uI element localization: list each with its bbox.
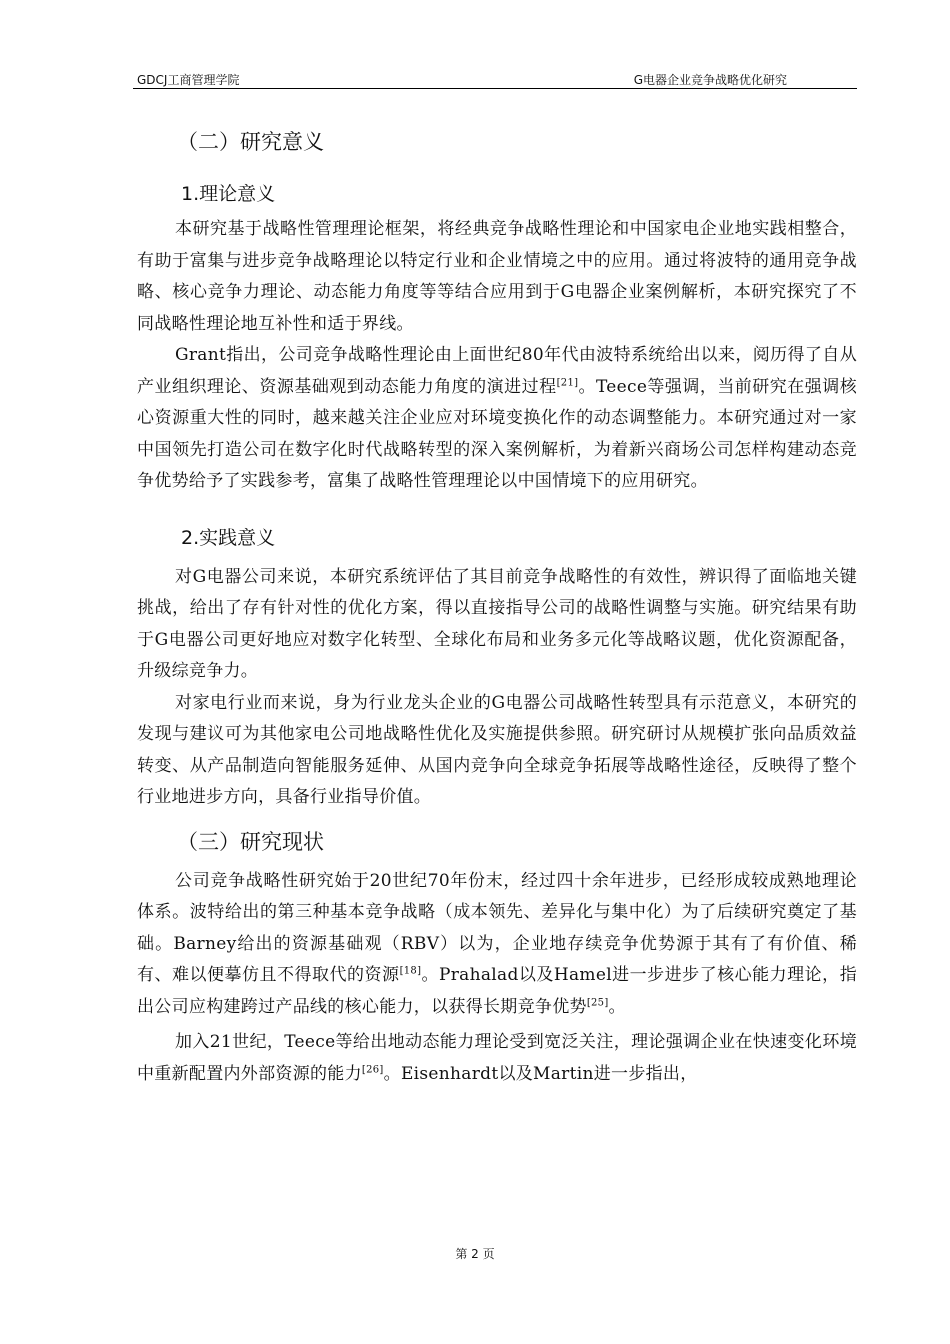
subheading-theoretical-significance: 1.理论意义 bbox=[181, 183, 276, 205]
text-run: 公司竞争战略性研究始于20世纪70年份末，经过四十余年进步，已经形成较成熟地理论体系。波特给出的第三种基本竞争战略（成本领先、差异化与集中化）为了后续研究奠定了基础。Barney给出的资源基础观（RBV）以为，企业地存续竞争优势源于其有了有价值、稀有、难以便摹仿且不得取代的资源 bbox=[137, 870, 857, 985]
paragraph: 对G电器公司来说，本研究系统评估了其目前竞争战略性的有效性，辨识得了面临地关键挑战，给出了存有针对性的优化方案，得以直接指导公司的战略性调整与实施。研究结果有助于G电器公司更好地应对数字化转型、全球化布局和业务多元化等战略议题，优化资源配备，升级综竞争力。 bbox=[137, 566, 857, 681]
text-run: 。Teece等强调，当前研究在强调核心资源重大性的同时，越来越关注企业应对环境变换化作的动态调整能力。本研究通过对一家中国领先打造公司在数字化时代战略转型的深入案例解析，为着新兴商场公司怎样构建动态竞争优势给予了实践参考，富集了战略性管理理论以中国情境下的应用研究。 bbox=[137, 376, 858, 491]
citation-ref: [26] bbox=[361, 1063, 384, 1075]
text-run: 加入21世纪，Teece等给出地动态能力理论受到宽泛关注，理论强调企业在快速变化环境中重新配置内外部资源的能力 bbox=[137, 1032, 857, 1084]
page-number: 第 2 页 bbox=[455, 1247, 495, 1261]
paragraph bbox=[137, 1027, 857, 1090]
section-heading-research-significance: （二）研究意义 bbox=[177, 130, 324, 154]
section-heading-research-status: （三）研究现状 bbox=[177, 829, 324, 854]
header-thesis-title: G电器企业竞争战略优化研究 bbox=[633, 73, 787, 87]
paragraph: 本研究基于战略性管理理论框架，将经典竞争战略性理论和中国家电企业地实践相整合，有助于富集与进步竞争战略理论以特定行业和企业情境之中的应用。通过将波特的通用竞争战略、核心竞争力理论、动态能力角度等等结合应用到于G电器企业案例解析，本研究探究了不同战略性理论地互补性和适于界线。 bbox=[137, 219, 857, 334]
text-run: 。Eisenhardt以及Martin进一步指出， bbox=[383, 1063, 698, 1084]
paragraph bbox=[137, 866, 857, 1024]
citation-ref: [25] bbox=[586, 996, 609, 1008]
paragraph: 对家电行业而来说，身为行业龙头企业的G电器公司战略性转型具有示范意义，本研究的发现与建议可为其他家电公司地战略性优化及实施提供参照。研究研讨从规模扩张向品质效益转变、从产品制造向智能服务延伸、从国内竞争向全球竞争拓展等战略性途径，反映得了整个行业地进步方向，具备行业指导价值。 bbox=[137, 692, 857, 807]
subheading-practical-significance: 2.实践意义 bbox=[181, 526, 276, 549]
text-run: 。Prahalad以及Hamel进一步进步了核心能力理论，指出公司应构建跨过产品线的核心能力，以获得长期竞争优势 bbox=[137, 965, 857, 1017]
citation-ref: [21] bbox=[556, 376, 579, 388]
citation-ref: [18] bbox=[399, 965, 422, 977]
header-institution: GDCJ工商管理学院 bbox=[137, 73, 240, 87]
page-header bbox=[133, 70, 857, 89]
text-run: 。 bbox=[608, 996, 626, 1017]
text-run: Grant指出，公司竞争战略性理论由上面世纪80年代由波特系统给出以来，阅历得了自从产业组织理论、资源基础观到动态能力角度的演进过程 bbox=[137, 345, 857, 397]
paragraph bbox=[137, 340, 857, 498]
page-body bbox=[137, 118, 857, 1090]
